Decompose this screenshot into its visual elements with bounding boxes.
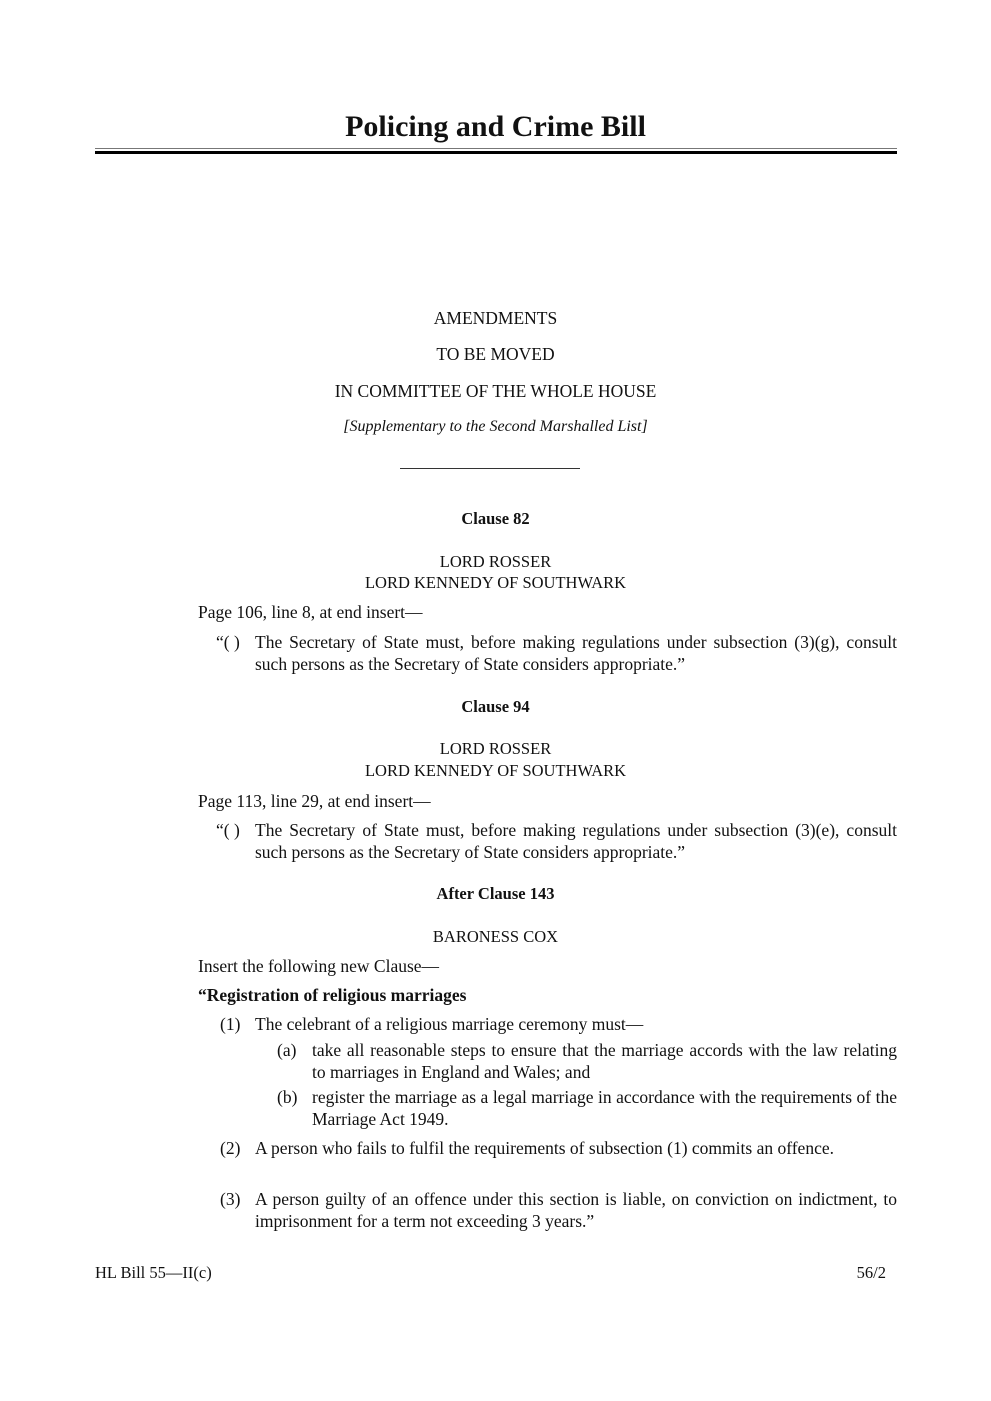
mover-name: LORD KENNEDY OF SOUTHWARK <box>364 761 627 780</box>
paragraph-text: register the marriage as a legal marriage in accordance with the requirements of the Marriage Act 1949. <box>312 1087 897 1129</box>
amendment-text: The Secretary of State must, before making regulations under subsection (3)(e), consult such persons as the Secretary of State considers appropriate.” <box>255 820 897 862</box>
mover-name: LORD KENNEDY OF SOUTHWARK <box>364 573 627 592</box>
mover-name: BARONESS COX <box>432 927 559 946</box>
paragraph-number: (b) <box>277 1087 298 1107</box>
heading-line-3: IN COMMITTEE OF THE WHOLE HOUSE <box>334 381 657 401</box>
title-rule-thick <box>95 151 897 154</box>
paragraph-text: take all reasonable steps to ensure that the marriage accords with the law relating to marriages in England and Wales; and <box>312 1040 897 1082</box>
clause-heading: Clause 94 <box>461 697 530 716</box>
subsection-text: The celebrant of a religious marriage ceremony must— <box>255 1014 644 1034</box>
subsection-number: (1) <box>220 1014 241 1034</box>
page-title: Policing and Crime Bill <box>345 110 646 143</box>
subsection-number: (2) <box>220 1138 241 1158</box>
title-rule-thin <box>95 148 897 149</box>
subsection-text: A person who fails to fulfil the requirements of subsection (1) commits an offence. <box>255 1138 834 1158</box>
clause-heading: After Clause 143 <box>436 884 555 903</box>
amendment-location: Page 106, line 8, at end insert— <box>198 602 423 622</box>
mover-name: LORD ROSSER <box>439 552 552 571</box>
amendment-location: Page 113, line 29, at end insert— <box>198 791 431 811</box>
subsection-text: A person guilty of an offence under this section is liable, on conviction on indictment, to imprisonment for a term not exceeding 3 years.” <box>255 1189 897 1231</box>
subsection-number: (3) <box>220 1189 241 1209</box>
subsection-marker: “( ) <box>216 632 240 652</box>
subsection-marker: “( ) <box>216 820 240 840</box>
heading-line-2: TO BE MOVED <box>436 344 555 364</box>
heading-line-1: AMENDMENTS <box>433 308 558 328</box>
heading-note: [Supplementary to the Second Marshalled List] <box>343 418 648 435</box>
amendment-location: Insert the following new Clause— <box>198 956 440 976</box>
footer-page-number: 56/2 <box>856 1263 886 1282</box>
paragraph-number: (a) <box>277 1040 297 1060</box>
new-clause-title: “Registration of religious marriages <box>198 985 467 1005</box>
footer-bill-reference: HL Bill 55—II(c) <box>95 1263 212 1282</box>
mover-name: LORD ROSSER <box>439 739 552 758</box>
clause-heading: Clause 82 <box>461 509 530 528</box>
amendment-text: The Secretary of State must, before making regulations under subsection (3)(g), consult such persons as the Secretary of State considers appropriate.” <box>255 632 897 674</box>
separator-rule <box>400 468 580 469</box>
